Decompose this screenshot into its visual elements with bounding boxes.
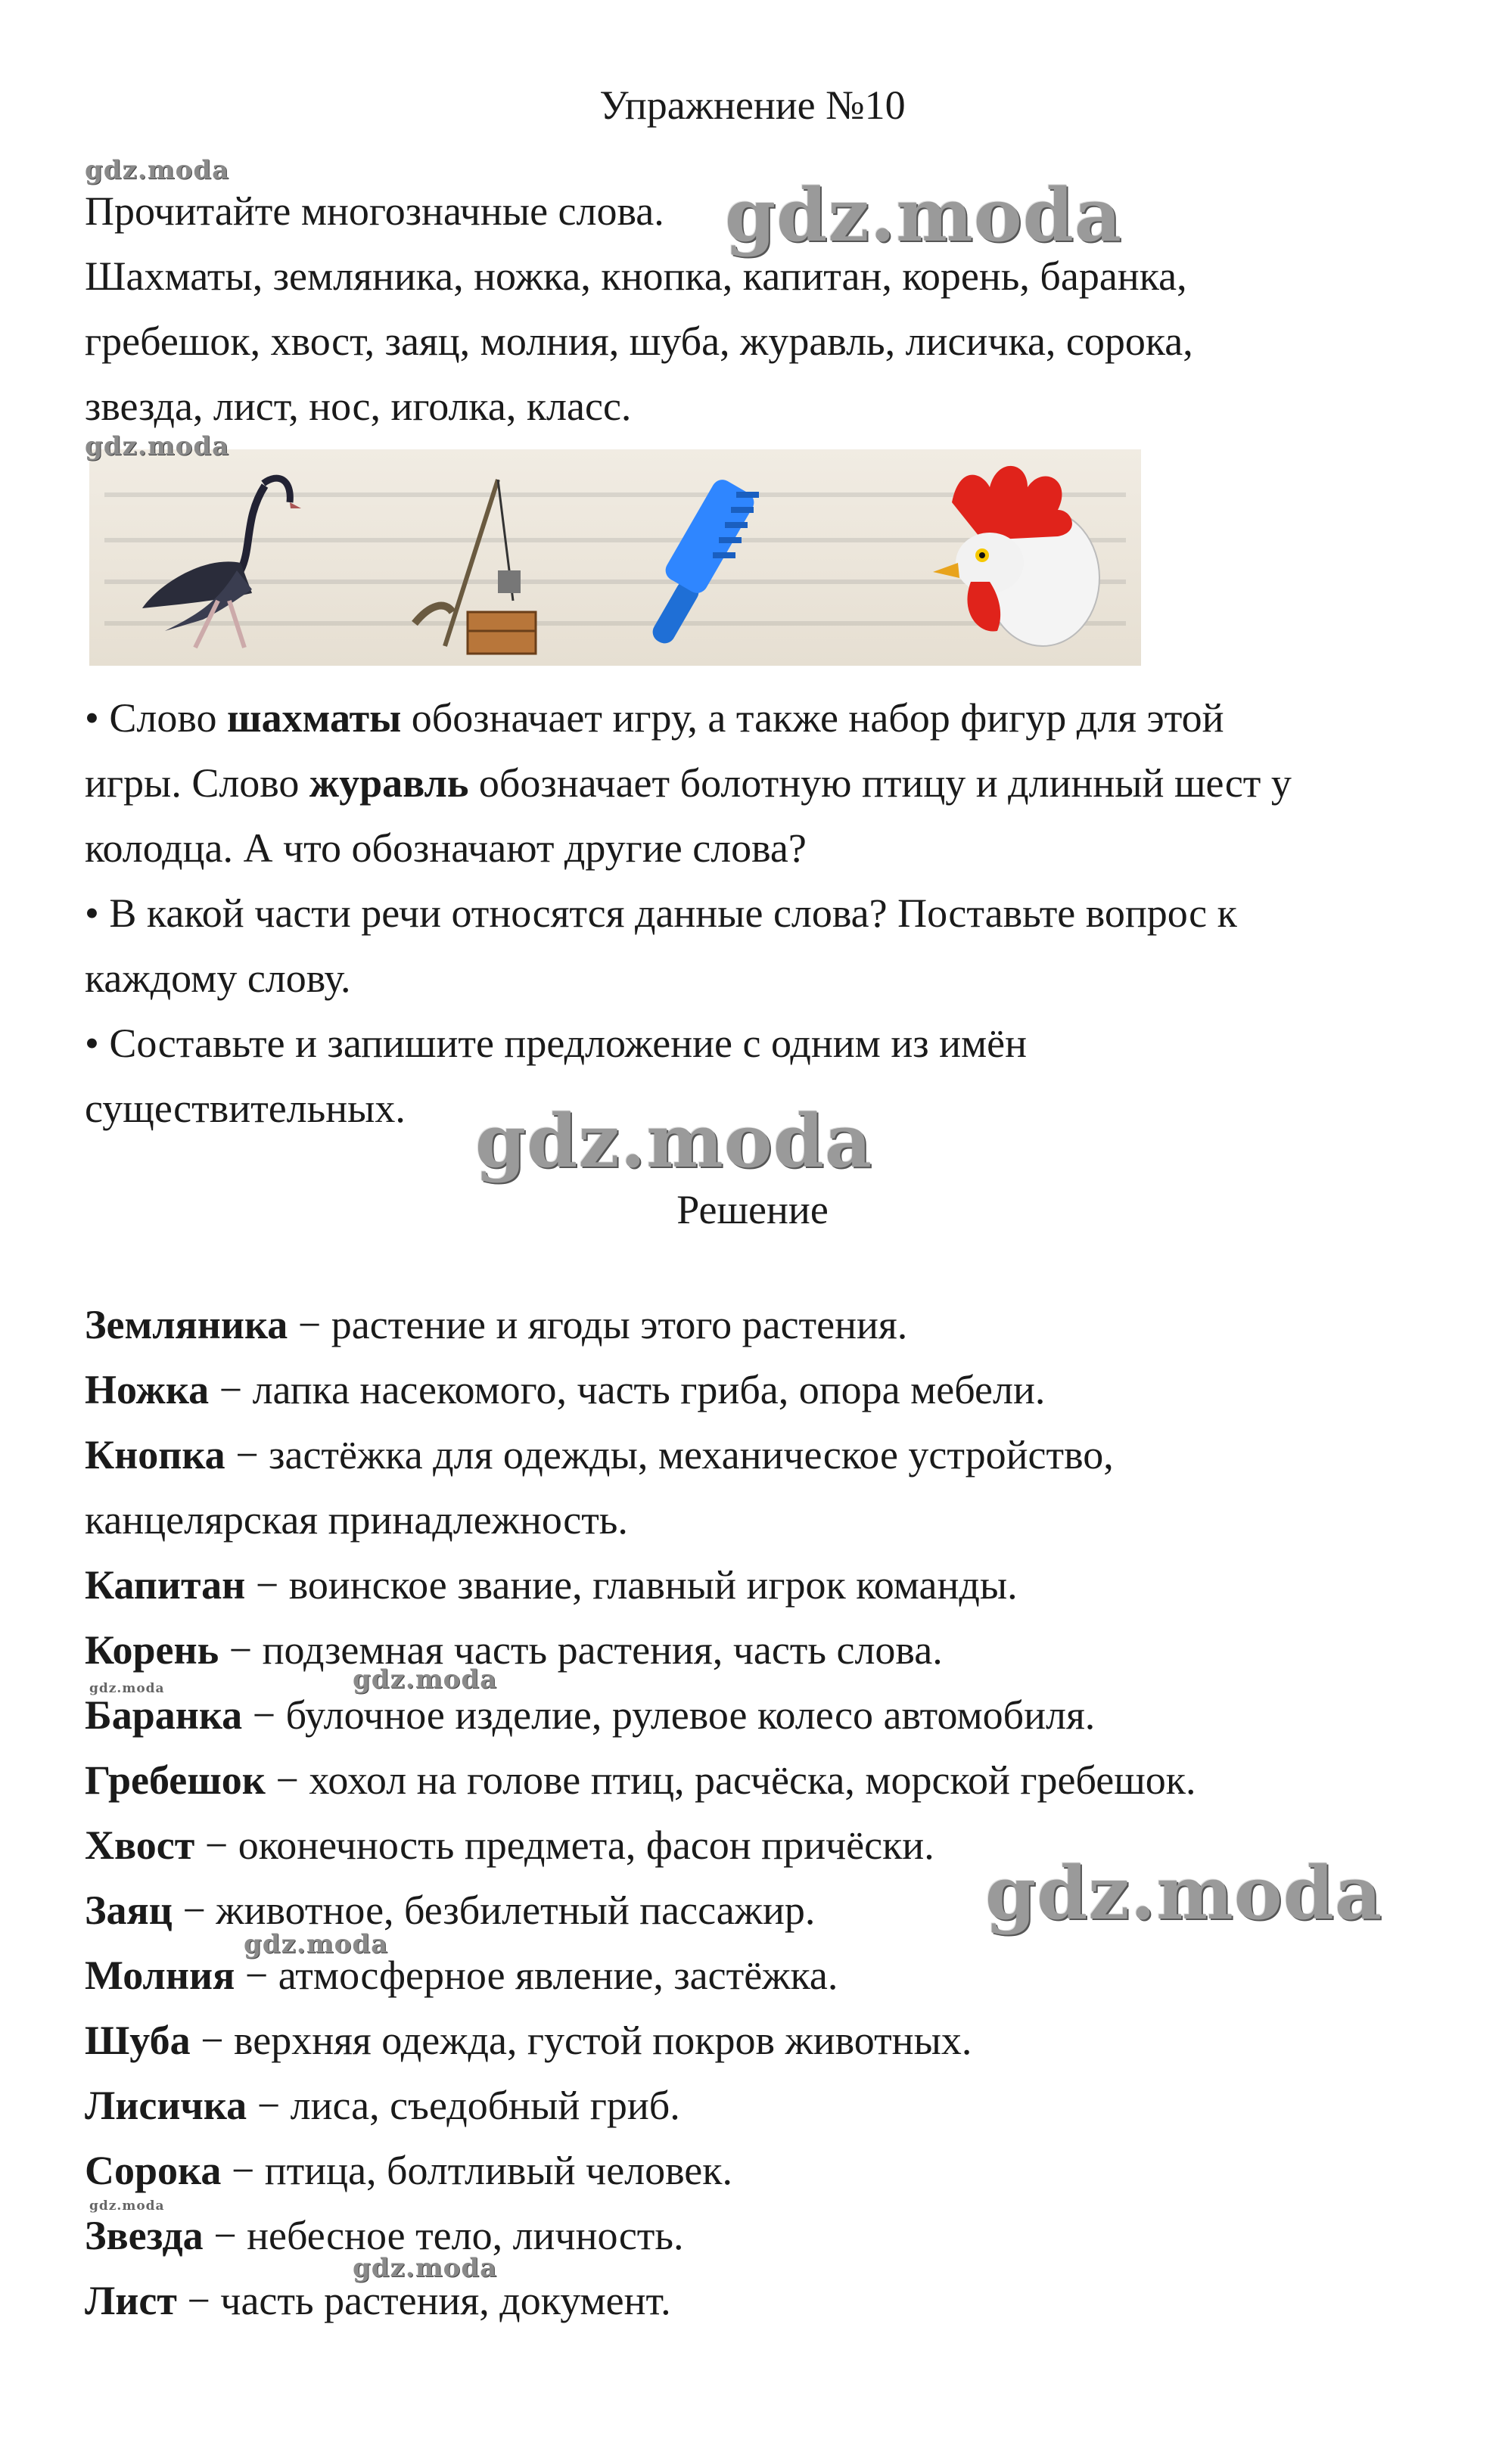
solution-meaning: − булочное изделие, рулевое колесо автомобиля. (242, 1692, 1096, 1738)
page-title: Упражнение №10 (599, 82, 906, 128)
solution-word: Капитан (85, 1562, 246, 1608)
question-line: каждому слову. (85, 955, 351, 1001)
solution-word: Звезда (85, 2213, 204, 2258)
solution-item (85, 2268, 1447, 2333)
solution-list (85, 1292, 1447, 2333)
solution-meaning: − хохол на голове птиц, расчёска, морской гребешок. (265, 1757, 1196, 1803)
keyword: журавль (309, 760, 469, 806)
solution-title: Решение (676, 1187, 829, 1232)
question-line: • Составьте и запишите предложение с одним из имён (85, 1021, 1028, 1066)
solution-meaning: − животное, безбилетный пассажир. (172, 1888, 816, 1933)
solution-meaning: − воинское звание, главный игрок команды. (245, 1562, 1018, 1608)
keyword: шахматы (227, 695, 402, 741)
solution-item (85, 1292, 1447, 1357)
questions (85, 685, 1447, 1141)
solution-continuation: канцелярская принадлежность. (85, 1497, 628, 1543)
watermark: gdz.moda (85, 155, 230, 185)
task-line: Прочитайте многозначные слова. (85, 188, 664, 234)
solution-word: Баранка (85, 1692, 243, 1738)
solution-meaning: − растение и ягоды этого растения. (288, 1302, 908, 1347)
watermark: gdz.moda (725, 172, 1123, 258)
solution-word: Хвост (85, 1822, 195, 1868)
solution-item (85, 2008, 1447, 2073)
solution-item (85, 1617, 1447, 1683)
solution-meaning: − верхняя одежда, густой покров животных. (190, 2018, 972, 2063)
illustration-strip (89, 449, 1141, 666)
text-segment: обозначает игру, а также набор фигур для этой (401, 695, 1224, 741)
solution-item (85, 2073, 1447, 2138)
solution-word: Ножка (85, 1367, 210, 1412)
watermark: gdz.moda (89, 2198, 165, 2214)
task-line: Шахматы, земляника, ножка, кнопка, капитан, корень, баранка, (85, 253, 1187, 299)
solution-word: Гребешок (85, 1757, 266, 1803)
question-line (85, 685, 1447, 750)
watermark: gdz.moda (244, 1929, 389, 1959)
task-line: звезда, лист, нос, иголка, класс. (85, 384, 632, 429)
solution-word: Земляника (85, 1302, 288, 1347)
solution-meaning: − атмосферное явление, застёжка. (235, 1953, 838, 1998)
question-line: колодца. А что обозначают другие слова? (85, 825, 807, 871)
well-sweep-icon (415, 480, 536, 654)
solution-item (85, 1422, 1447, 1487)
text-segment: обозначает болотную птицу и длинный шест у (468, 760, 1292, 806)
watermark: gdz.moda (353, 2253, 498, 2283)
solution-word: Кнопка (85, 1432, 225, 1477)
solution-meaning: − лапка насекомого, часть гриба, опора мебели. (209, 1367, 1046, 1412)
solution-item (85, 2203, 1447, 2268)
solution-item (85, 2138, 1447, 2203)
watermark: gdz.moda (353, 1664, 498, 1695)
solution-word: Шуба (85, 2018, 191, 2063)
task-line: гребешок, хвост, заяц, молния, шуба, журавль, лисичка, сорока, (85, 318, 1193, 364)
solution-meaning: − часть растения, документ. (176, 2278, 671, 2323)
watermark: gdz.moda (985, 1850, 1383, 1936)
solution-meaning: − лиса, съедобный гриб. (247, 2083, 680, 2128)
solution-meaning: − оконечность предмета, фасон причёски. (194, 1822, 934, 1868)
solution-item (85, 1357, 1447, 1422)
solution-word: Лист (85, 2278, 177, 2323)
solution-item (85, 1552, 1447, 1617)
solution-meaning: − птица, болтливый человек. (221, 2148, 732, 2193)
question-line: • В какой части речи относятся данные слова? Поставьте вопрос к (85, 890, 1237, 936)
solution-item (85, 1748, 1447, 1813)
solution-meaning: − небесное тело, личность. (203, 2213, 684, 2258)
solution-item (85, 1683, 1447, 1748)
question-line (85, 750, 1447, 816)
solution-word: Лисичка (85, 2083, 247, 2128)
watermark: gdz.moda (85, 431, 230, 461)
solution-meaning: − подземная часть растения, часть слова. (219, 1627, 943, 1673)
text-segment: • Слово (85, 695, 227, 741)
text-segment: игры. Слово (85, 760, 309, 806)
watermark: gdz.moda (89, 1681, 165, 1696)
solution-word: Корень (85, 1627, 219, 1673)
solution-word: Молния (85, 1953, 235, 1998)
watermark: gdz.moda (475, 1098, 873, 1184)
solution-meaning: − застёжка для одежды, механическое устройство, (225, 1432, 1114, 1477)
solution-word: Заяц (85, 1888, 173, 1933)
question-line: существительных. (85, 1086, 406, 1131)
solution-word: Сорока (85, 2148, 222, 2193)
